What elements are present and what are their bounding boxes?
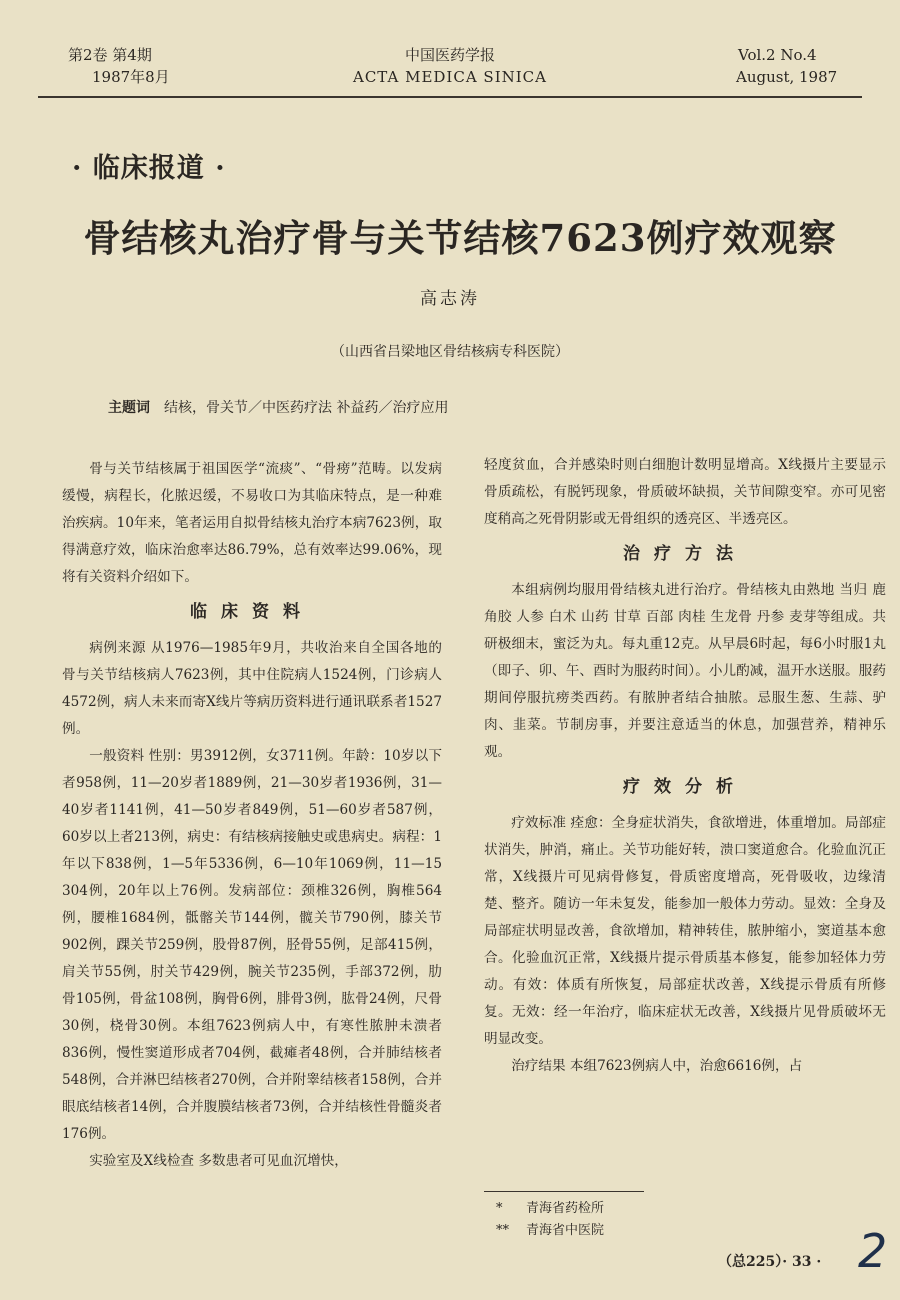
lab-exam-continued: 轻度贫血，合并感染时则白细胞计数明显增高。X线摄片主要显示骨质疏松，有脱钙现象，骨质破坏缺损，关节间隙变窄。亦可见密度稍高之死骨阴影或无骨组织的透亮区、半透亮区。: [484, 457, 886, 527]
journal-name-en: ACTA MEDICA SINICA: [353, 68, 547, 86]
page-number: （总225）· 33 ·: [718, 1254, 822, 1270]
header-rule: [38, 96, 862, 98]
footnote-text: 青海省中医院: [526, 1223, 605, 1238]
volume-issue-en: Vol.2 No.4: [738, 46, 817, 64]
footnote: [496, 1220, 604, 1242]
journal-name-cn: 中国医药学报: [404, 46, 495, 64]
keywords-text: 结核，骨关节／中医药疗法 补益药／治疗应用: [164, 400, 449, 416]
section-clinical-data-heading: 临床资料: [190, 602, 314, 622]
footnote-mark: *: [496, 1201, 503, 1216]
affiliation: （山西省吕梁地区骨结核病专科医院）: [331, 344, 569, 360]
criteria-paragraph: 疗效标准 痊愈：全身症状消失，食欲增进，体重增加。局部症状消失，肿消，痛止。关节功能好转，溃口窦道愈合。化验血沉正常，X线摄片可见病骨修复，骨质密度增高，死骨吸收，边缘清楚、整齐。随访一年未复发，能参加一般体力劳动。显效：全身及局部症状明显改善，食欲增加，精神转佳，脓肿缩小，窦道基本愈合。化验血沉正常，X线摄片提示骨质基本修复，能参加轻体力劳动。有效：体质有所恢复，局部症状改善，X线提示骨质有所修复。无效：经一年治疗，临床症状无改善，X线摄片见骨质破坏无明显改变。: [484, 815, 886, 1047]
left-column: [62, 456, 442, 1175]
case-source-paragraph: 病例来源 从1976—1985年9月，共收治来自全国各地的骨与关节结核病人7623例，其中住院病人1524例，门诊病人4572例，病人未来而寄X线片等病历资料进行通讯联系者1527例。: [62, 640, 442, 737]
treatment-paragraph: 本组病例均服用骨结核丸进行治疗。骨结核丸由熟地 当归 鹿角胶 人参 白术 山药 甘草 百部 肉桂 生龙骨 丹参 麦芽等组成。共研极细末，蜜泛为丸。每丸重12克。从早晨6时起，每6小时服1丸（即子、卯、午、酉时为服药时间）。小儿酌减，温开水送服。服药期间停服抗痨类西药。有脓肿者结合抽脓。忌服生葱、生蒜、驴肉、韭菜。节制房事，并要注意适当的休息，加强营养，精神乐观。: [484, 582, 886, 760]
footnote-mark: **: [496, 1223, 509, 1238]
section-treatment-heading: 治疗方法: [623, 544, 747, 564]
results-paragraph: 治疗结果 本组7623例病人中，治愈6616例，占: [511, 1058, 803, 1074]
keywords-label: 主题词: [108, 400, 150, 416]
date-en: August, 1987: [736, 68, 838, 86]
right-column: [484, 452, 886, 1080]
footnote-text: 青海省药检所: [526, 1201, 605, 1216]
footnotes: [496, 1198, 604, 1242]
date-cn: 1987年8月: [92, 68, 170, 86]
footnote: [496, 1198, 604, 1220]
general-data-paragraph: 一般资料 性别：男3912例，女3711例。年龄：10岁以下者958例，11—20岁者1889例，21—30岁者1936例，31—40岁者1141例，41—50岁者849例，51—60岁者587例，60岁以上者213例，病史：有结核病接触史或患病史。病程：1年以下838例，1—5年5336例，6—10年1069例，11—15 304例，20年以上76例。发病部位：颈椎326例，胸椎564例，腰椎1684例，骶髂关节144例，髋关节790例，膝关节902例，踝关节259例，股骨87例，胫骨55例，足部415例，肩关节55例，肘关节429例，腕关节235例，手部372例，肋骨105例，骨盆108例，胸骨6例，腓骨3例，肱骨24例，尺骨30例，桡骨30例。本组7623例病人中，有寒性脓肿未溃者836例，慢性窦道形成者704例，截瘫者48例，合并肺结核者548例，合并淋巴结核者270例，合并附睾结核者158例，合并眼底结核者14例，合并腹膜结核者73例，合并结核性骨髓炎者176例。: [62, 748, 442, 1142]
section-efficacy-heading: 疗效分析: [623, 777, 747, 797]
keywords: [108, 397, 448, 417]
article-title: 骨结核丸治疗骨与关节结核7623例疗效观察: [83, 216, 837, 260]
footnote-rule: [484, 1191, 644, 1192]
lab-exam-paragraph: 实验室及X线检查 多数患者可见血沉增快，: [89, 1153, 348, 1169]
intro-paragraph: 骨与关节结核属于祖国医学“流痰”、“骨痨”范畴。以发病缓慢，病程长，化脓迟缓，不易收口为其临床特点，是一种难治疾病。10年来，笔者运用自拟骨结核丸治疗本病7623例，取得满意疗效，临床治愈率达86.79%，总有效率达99.06%，现将有关资料介绍如下。: [62, 461, 442, 585]
section-label: · 临床报道 ·: [72, 153, 226, 184]
volume-issue-cn: 第2卷 第4期: [68, 46, 152, 64]
author: 高志涛: [420, 289, 480, 309]
handwritten-page-mark: 2: [858, 1224, 888, 1278]
